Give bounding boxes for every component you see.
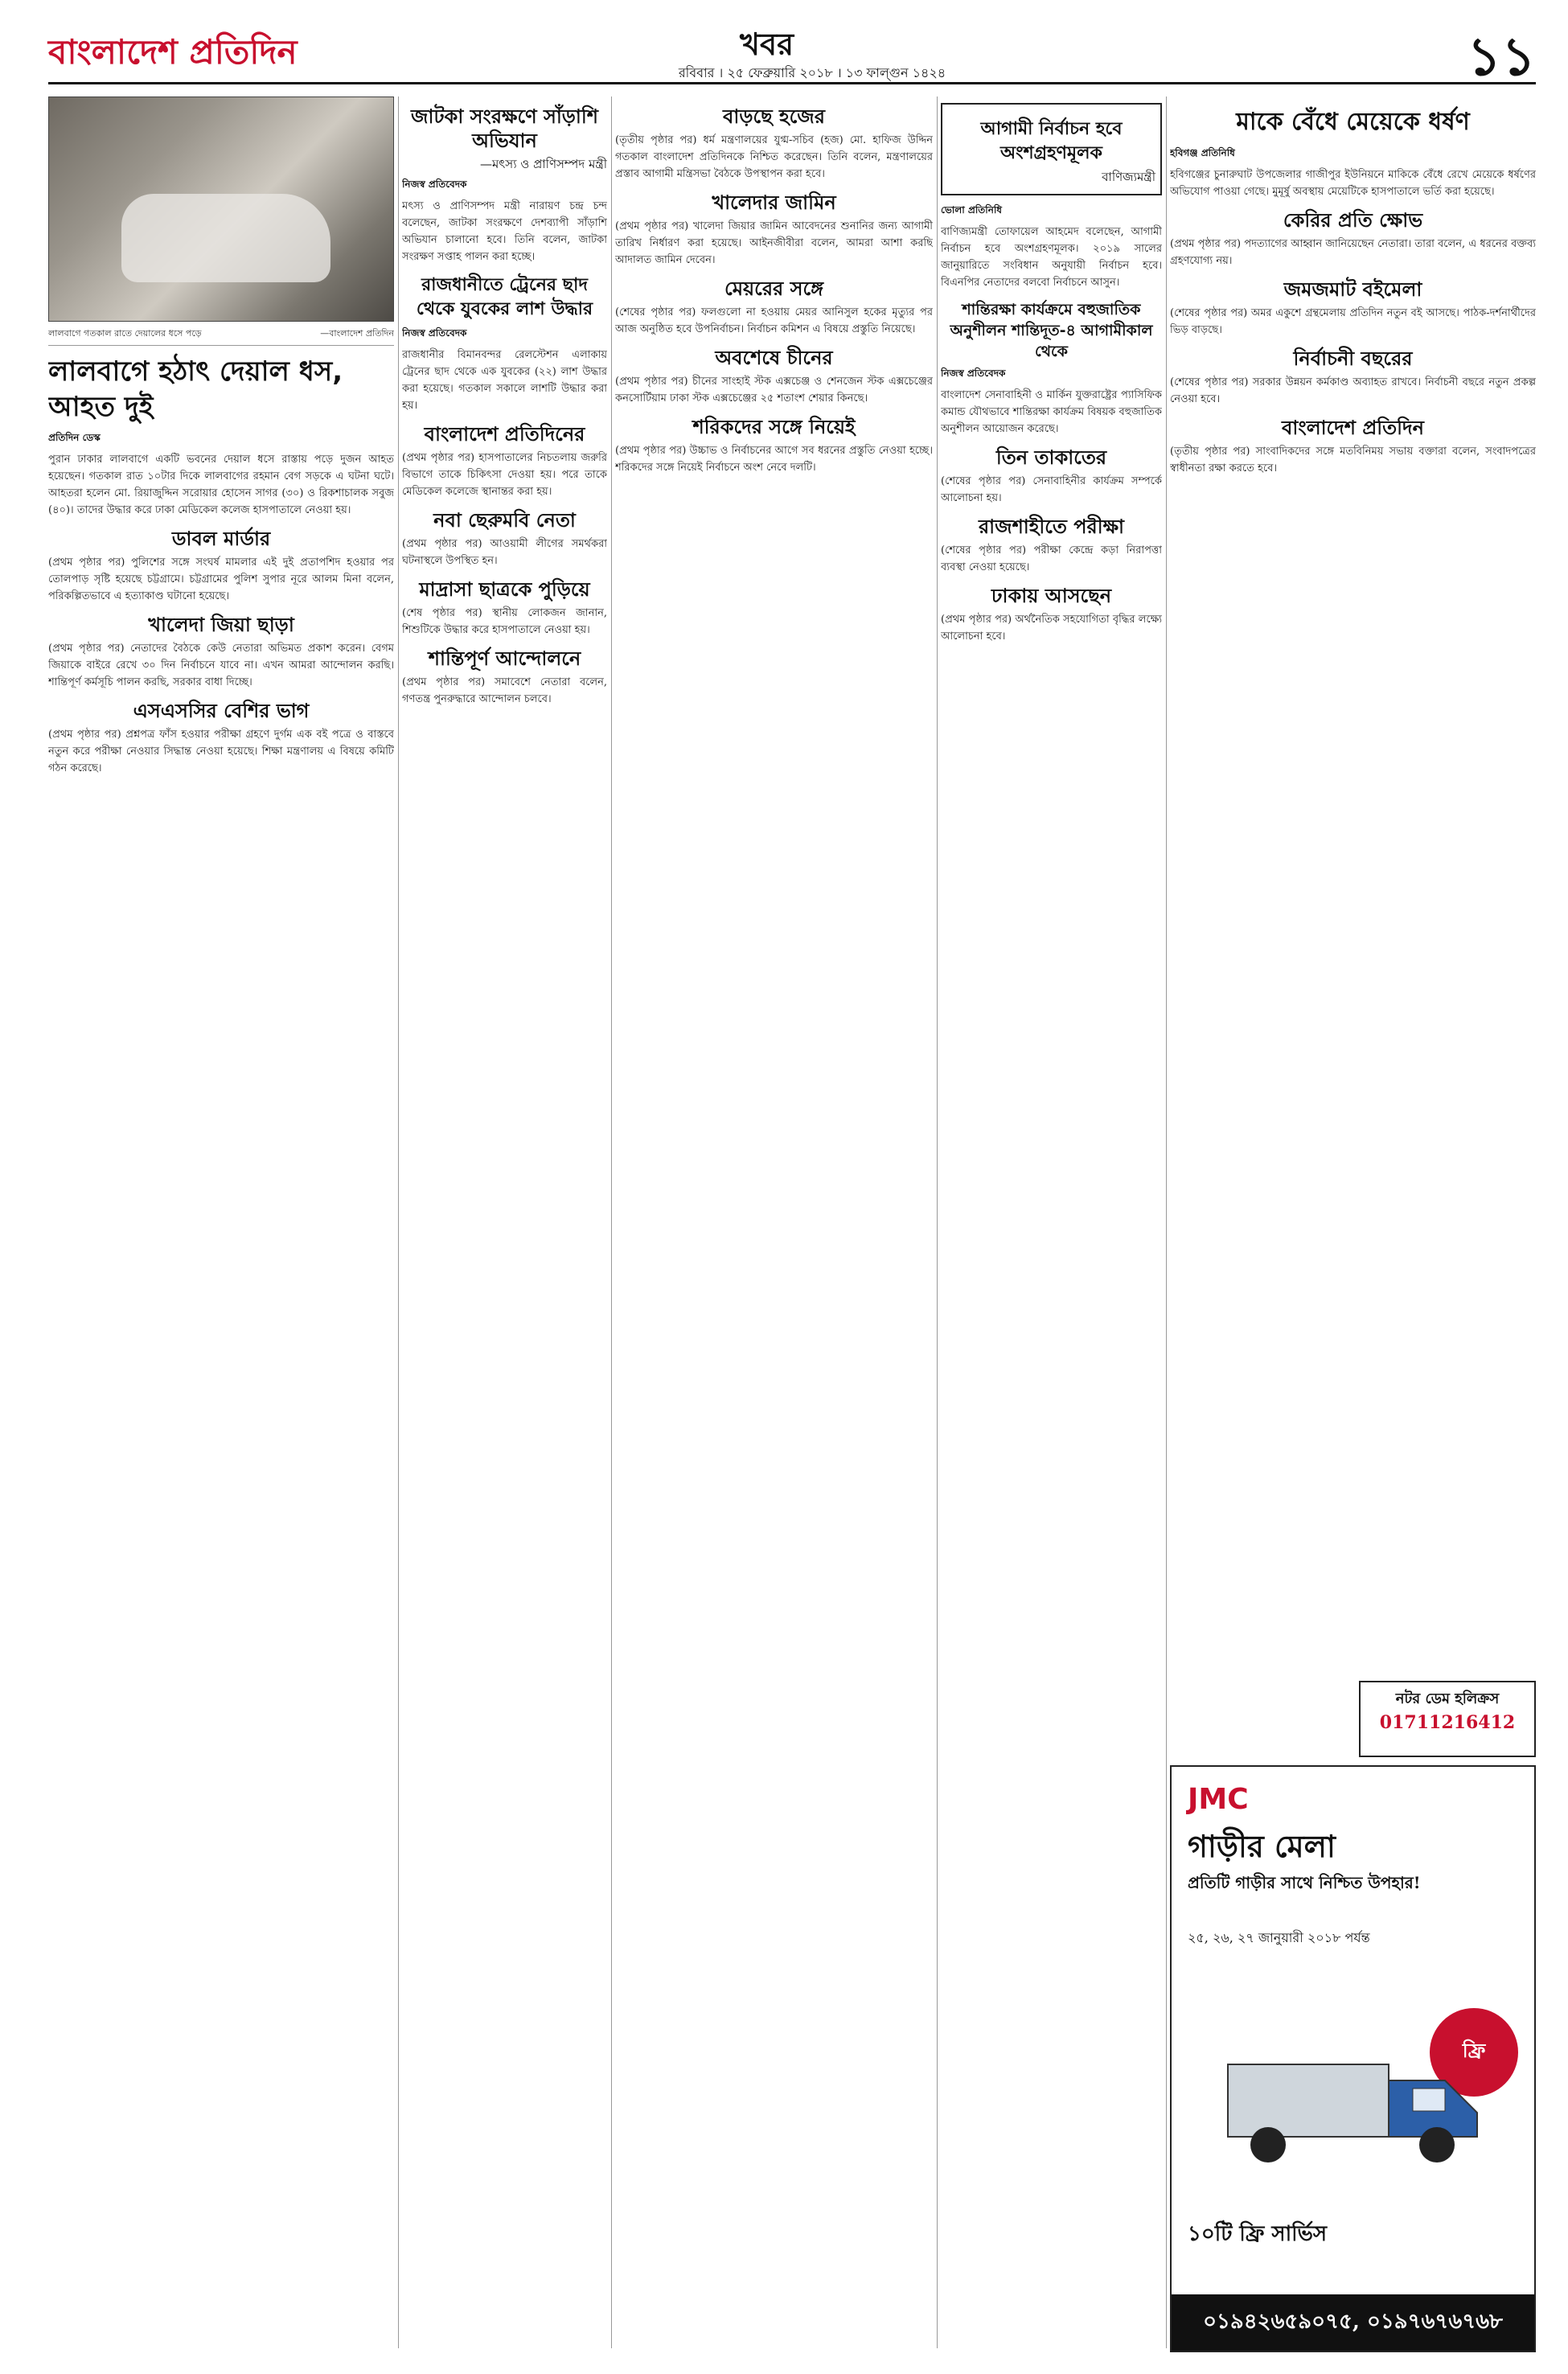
article-body: রাজধানীর বিমানবন্দর রেলস্টেশন এলাকায় ট্রেনের ছাদ থেকে এক যুবকের (২২) লাশ উদ্ধার করা হয়েছে। গতকাল সকালে লাশটি উদ্ধার করা হয়। (402, 349, 607, 412)
article-subhead: —মৎস্য ও প্রাণিসম্পদ মন্ত্রী (479, 157, 607, 171)
article-headline: ঢাকায় আসছেন (991, 585, 1112, 607)
article-headline: বাংলাদেশ প্রতিদিনের (424, 423, 585, 446)
article-body: (শেষের পৃষ্ঠার পর) ফলগুলো না হওয়ায় মেয়র আনিসুল হকের মৃত্যুর পর আজ অনুষ্ঠিত হবে উপনির্বাচন। নির্বাচন কমিশন এ বিষয়ে প্রস্তুতি নিয়েছে। (615, 306, 933, 335)
article-headline: তিন তাকাতের (995, 446, 1107, 469)
ad-phone-numbers: ০১৯৪২৬৫৯০৭৫, ০১৯৭৬৭৬৭৬৮ (1172, 2294, 1534, 2351)
article-body: (শেষের পৃষ্ঠার পর) পরীক্ষা কেন্দ্রে কড়া নিরাপত্তা ব্যবস্থা নেওয়া হয়েছে। (941, 544, 1162, 573)
column-3 (615, 97, 933, 2348)
article-headline: মেয়রের সঙ্গে (724, 277, 824, 300)
article-body: (প্রথম পৃষ্ঠার পর) উচ্চাভ ও নির্বাচনের আগে সব ধরনের প্রস্তুতি নেওয়া হচ্ছে। শরিকদের সঙ্গে নিয়েই নির্বাচনে অংশ নেবে দলটি। (615, 445, 933, 474)
article-body: (প্রথম পৃষ্ঠার পর) অর্থনৈতিক সহযোগিতা বৃদ্ধির লক্ষ্যে আলোচনা হবে। (941, 614, 1162, 643)
ad-dates: ২৫, ২৬, ২৭ জানুয়ারী ২০১৮ পর্যন্ত (1188, 1930, 1370, 1945)
article-body: (প্রথম পৃষ্ঠার পর) হাসপাতালের নিচতলায় জরুরি বিভাগে তাকে চিকিৎসা দেওয়া হয়। পরে তাকে মেডিকেল কলেজে স্থানান্তর করা হয়। (402, 452, 607, 498)
article-body: (শেষের পৃষ্ঠার পর) সেনাবাহিনীর কার্যক্রম সম্পর্কে আলোচনা হয়। (941, 475, 1162, 504)
article-headline: নির্বাচনী বছরের (1293, 347, 1413, 370)
article-headline: রাজধানীতে ট্রেনের ছাদ থেকে যুবকের লাশ উদ্ধার (416, 275, 593, 319)
column-1 (48, 97, 394, 2348)
article-body: (শেষের পৃষ্ঠার পর) সরকার উন্নয়ন কর্মকাণ্ড অব্যাহত রাখবে। নির্বাচনী বছরে নতুন প্রকল্প নেওয়া হবে। (1170, 376, 1536, 405)
column-5 (1170, 97, 1536, 1673)
issue-date: রবিবার । ২৫ ফেব্রুয়ারি ২০১৮ । ১৩ ফাল্গুন ১৪২৪ (678, 65, 946, 80)
byline: নিজস্ব প্রতিবেদক (941, 368, 1006, 379)
jmc-advertisement[interactable] (1170, 1765, 1536, 2352)
article-headline: এসএসসির বেশির ভাগ (133, 700, 310, 722)
article-body: (শেষ পৃষ্ঠার পর) স্থানীয় লোকজন জানান, শিশুটিকে উদ্ধার করে হাসপাতালে নেওয়া হয়। (402, 607, 607, 636)
byline: হবিগঞ্জ প্রতিনিধি (1170, 147, 1235, 158)
byline: প্রতিদিন ডেস্ক (48, 432, 101, 443)
article-body: মৎস্য ও প্রাণিসম্পদ মন্ত্রী নারায়ণ চন্দ্র চন্দ বলেছেন, জাটকা সংরক্ষণে দেশব্যাপী সাঁড়াশি অভিযান চালানো হবে। তিনি বলেন, জাটকা সংরক্ষণ সপ্তাহ পালন করা হচ্ছে। (402, 200, 607, 263)
byline: নিজস্ব প্রতিবেদক (402, 327, 467, 339)
free-badge: ফ্রি (1430, 2008, 1518, 2097)
masthead (48, 16, 1536, 88)
article-body: বাণিজ্যমন্ত্রী তোফায়েল আহমেদ বলেছেন, আগামী নির্বাচন হবে অংশগ্রহণমূলক। ২০১৯ সালের জানুয়ারিতে সংবিধান অনুযায়ী নির্বাচন হবে। বিএনপির নেতাদের বলবো নির্বাচনে আসুন। (941, 226, 1162, 289)
article-body: (তৃতীয় পৃষ্ঠার পর) সাংবাদিকদের সঙ্গে মতবিনিময় সভায় বক্তারা বলেন, সংবাদপত্রের স্বাধীনতা রক্ষা করতে হবে। (1170, 446, 1536, 474)
coaching-phone: 01711216412 (1379, 1712, 1516, 1733)
article-body: (শেষের পৃষ্ঠার পর) অমর একুশে গ্রন্থমেলায় প্রতিদিন নতুন বই আসছে। পাঠক-দর্শনার্থীদের ভিড় বাড়ছে। (1170, 307, 1536, 336)
article-headline: আগামী নির্বাচন হবে অংশগ্রহণমূলক (980, 119, 1123, 163)
article-body: (প্রথম পৃষ্ঠার পর) নেতাদের বৈঠকে কেউ নেতারা অভিমত প্রকাশ করেন। বেগম জিয়াকে বাইরে রেখে ৩০ দিন নির্বাচনে যাবে না। এখন আমরা আন্দোলন করছি। শান্তিপূর্ণ কর্মসূচি পালন করছি, সরকার বাধা দিচ্ছে। (48, 643, 394, 688)
article-body: (প্রথম পৃষ্ঠার পর) পুলিশের সঙ্গে সংঘর্ষ মামলার এই দুই প্রতাপশিদ হওয়ার পর তোলপাড় সৃষ্টি হয়েছে চট্টগ্রামে। চট্টগ্রামের পুলিশ সুপার নূরে আলম মিনা বলেন, পরিকল্পিতভাবে এ হত্যাকাণ্ড ঘটানো হয়েছে। (48, 557, 394, 602)
article-headline: জাটকা সংরক্ষণে সাঁড়াশি অভিযান (411, 105, 598, 152)
ad-tagline: প্রতিটি গাড়ীর সাথে নিশ্চিত উপহার! (1188, 1873, 1421, 1892)
article-headline: শান্তিপূর্ণ আন্দোলনে (428, 647, 581, 670)
column-divider (937, 97, 938, 2348)
article-body: পুরান ঢাকার লালবাগে একটি ভবনের দেয়াল ধসে রাস্তায় পড়ে দুজন আহত হয়েছেন। গতকাল রাত ১০টার দিকে লালবাগের রহমান বেগ সড়কে এ ঘটনা ঘটে। আহতরা হলেন মো. রিয়াজুদ্দিন সরোয়ার হোসেন সাগর (৩০) ও রিকশাচালক সবুজ (৪০)। তাদের উদ্ধার করে ঢাকা মেডিকেল কলেজ হাসপাতালে নেওয়া হয়। (48, 454, 394, 516)
article-headline: বাংলাদেশ প্রতিদিন (1282, 417, 1424, 439)
article-body: (প্রথম পৃষ্ঠার পর) আওয়ামী লীগের সমর্থকরা ঘটনাস্থলে উপস্থিত হন। (402, 538, 607, 567)
article-headline: বাড়ছে হজের (723, 105, 825, 128)
paper-logo: বাংলাদেশ প্রতিদিন (48, 32, 298, 72)
article-body: (প্রথম পৃষ্ঠার পর) চীনের সাংহাই স্টক এক্সচেঞ্জ ও শেনজেন স্টক এক্সচেঞ্জের কনসোর্টিয়াম ঢাকা স্টক এক্সচেঞ্জের ২৫ শতাংশ শেয়ার কিনছে। (615, 376, 933, 405)
article-headline: ডাবল মার্ডার (171, 528, 271, 550)
article-headline: খালেদার জামিন (712, 191, 836, 214)
column-divider (1166, 97, 1167, 2348)
article-headline: শান্তিরক্ষা কার্যক্রমে বহুজাতিক অনুশীলন শান্তিদূত-৪ আগামীকাল থেকে (950, 301, 1153, 360)
article-body: (প্রথম পৃষ্ঠার পর) সমাবেশে নেতারা বলেন, গণতন্ত্র পুনরুদ্ধারে আন্দোলন চলবে। (402, 676, 607, 705)
article-headline: লালবাগে হঠাৎ দেয়াল ধস, আহত দুই (48, 355, 343, 423)
article-headline: জমজমাট বইমেলা (1283, 278, 1422, 301)
article-body: বাংলাদেশ সেনাবাহিনী ও মার্কিন যুক্তরাষ্ট্রের প্যাসিফিক কমান্ড যৌথভাবে শান্তিরক্ষা কার্যক্রম বিষয়ক বহুজাতিক অনুশীলন আয়োজন করেছে। (941, 389, 1162, 435)
article-headline: শরিকদের সঙ্গে নিয়েই (692, 416, 856, 438)
article-headline: খালেদা জিয়া ছাড়া (148, 614, 294, 636)
article-headline: মাকে বেঁধে মেয়েকে ধর্ষণ (1236, 108, 1470, 136)
article-body: (প্রথম পৃষ্ঠার পর) খালেদা জিয়ার জামিন আবেদনের শুনানির জন্য আগামী তারিখ নির্ধারণ করা হয়েছে। আইনজীবীরা বলেন, আমরা আশা করছি আদালত জামিন দেবেন। (615, 220, 933, 266)
page-number: ১১ (1467, 26, 1536, 88)
article-headline: কেরির প্রতি ক্ষোভ (1283, 209, 1423, 232)
photo-caption: লালবাগে গতকাল রাতে দেয়ালের ধসে পড়ে —বাংলাদেশ প্রতিদিন (48, 322, 394, 346)
article-box (941, 103, 1162, 195)
news-photo (48, 97, 394, 322)
article-headline: অবশেষে চীনের (715, 347, 833, 369)
article-body: (প্রথম পৃষ্ঠার পর) প্রশ্নপত্র ফাঁস হওয়ার পরীক্ষা গ্রহণে দুর্গম এক বই পত্রে ও বাস্তবে নতুন করে পরীক্ষা নেওয়ার সিদ্ধান্ত নেওয়া হয়েছে। শিক্ষা মন্ত্রণালয় এ বিষয়ে কমিটি গঠন করেছে। (48, 729, 394, 774)
article-headline: মাদ্রাসা ছাত্রকে পুড়িয়ে (419, 578, 590, 601)
section-title: খবর (740, 26, 794, 62)
ad-title: গাড়ীর মেলা (1188, 1828, 1336, 1864)
column-2 (402, 97, 607, 2348)
article-body: (প্রথম পৃষ্ঠার পর) পদত্যাগের আহ্বান জানিয়েছেন নেতারা। তারা বলেন, এ ধরনের বক্তব্য গ্রহণযোগ্য নয়। (1170, 238, 1536, 267)
article-headline: রাজশাহীতে পরীক্ষা (978, 515, 1125, 538)
article-subhead: বাণিজ্যমন্ত্রী (1102, 170, 1155, 184)
column-4 (941, 97, 1162, 2348)
truck-illustration (1220, 2032, 1493, 2177)
article-headline: নবা ছেরুমবি নেতা (433, 509, 576, 532)
article-body: হবিগঞ্জের চুনারুঘাট উপজেলার গাজীপুর ইউনিয়নে মাকিকে বেঁধে রেখে মেয়েকে ধর্ষণের অভিযোগ পাওয়া গেছে। মুমূর্ষু অবস্থায় মেয়েটিকে হাসপাতালে ভর্তি করা হয়েছে। (1170, 169, 1536, 198)
jmc-logo: JMC (1188, 1783, 1249, 1816)
column-divider (611, 97, 612, 2348)
column-divider (398, 97, 399, 2348)
coaching-title: নটর ডেম হলিক্রস (1395, 1690, 1500, 1707)
byline: ভোলা প্রতিনিধি (941, 204, 1003, 216)
byline: নিজস্ব প্রতিবেদক (402, 179, 467, 190)
article-body: (তৃতীয় পৃষ্ঠার পর) ধর্ম মন্ত্রণালয়ের যুগ্ম-সচিব (হজ) মো. হাফিজ উদ্দিন গতকাল বাংলাদেশ প্রতিদিনকে নিশ্চিত করেছেন। তিনি বলেন, মন্ত্রণালয়ের প্রস্তাব আগামী মন্ত্রিসভা বৈঠকে উপস্থাপন করা হবে। (615, 134, 933, 180)
coaching-ad[interactable] (1359, 1681, 1536, 1757)
free-service: ১০টি ফ্রি সার্ভিস (1188, 2222, 1328, 2246)
